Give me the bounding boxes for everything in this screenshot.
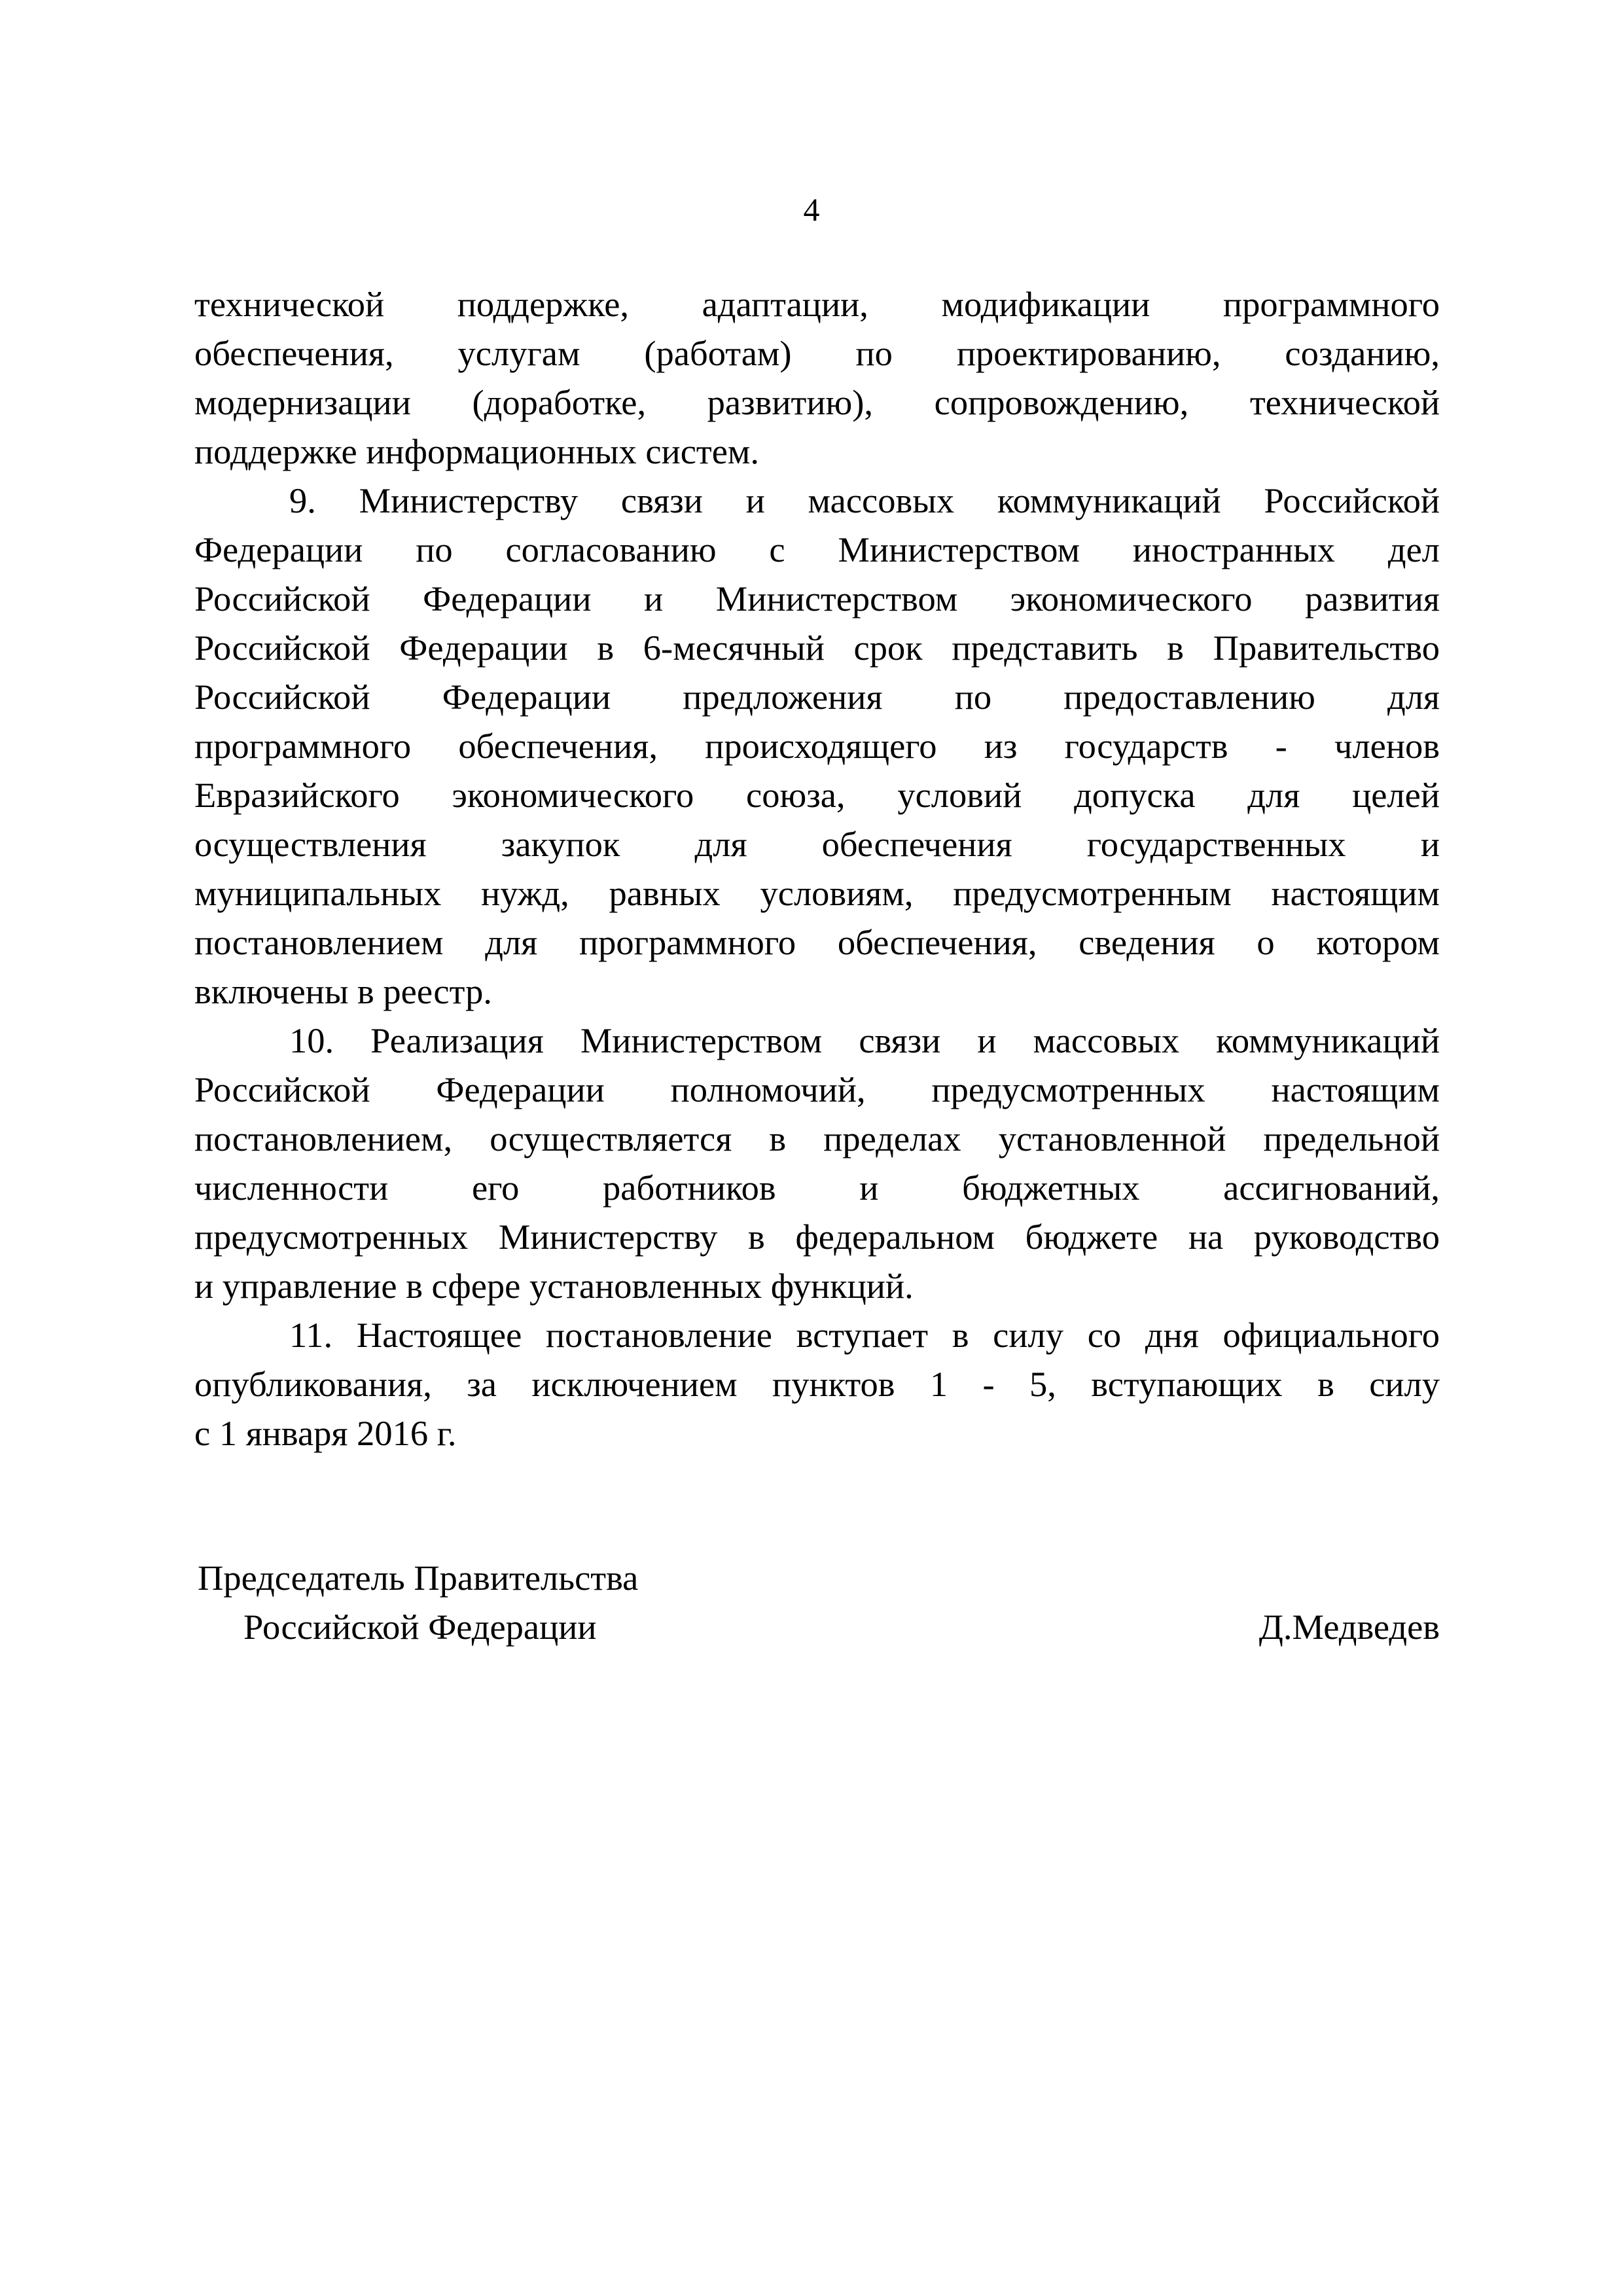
text-line: и управление в сфере установленных функций. [194, 1266, 914, 1306]
text-line: муниципальных нужд, равных условиям, предусмотренным настоящим [194, 873, 1440, 913]
text-line: технической поддержке, адаптации, модификации программного [194, 284, 1440, 324]
text-line: осуществления закупок для обеспечения государственных и [194, 824, 1440, 864]
text-line: постановлением, осуществляется в пределах установленной предельной [194, 1119, 1440, 1158]
text-line: Федерации по согласованию с Министерством иностранных дел [194, 529, 1440, 569]
text-line: Российской Федерации в 6-месячный срок представить в Правительство [194, 628, 1440, 668]
text-line: с 1 января 2016 г. [194, 1413, 457, 1453]
page-number: 4 [803, 191, 820, 228]
text-line: программного обеспечения, происходящего из государств - членов [194, 726, 1440, 766]
signatory-name: Д.Медведев [1258, 1607, 1440, 1647]
text-line: модернизации (доработке, развитию), сопровождению, технической [194, 382, 1440, 422]
text-line: Российской Федерации и Министерством экономического развития [194, 579, 1440, 619]
paragraph-item-10 [194, 1016, 1440, 1310]
document-body [194, 279, 1440, 1458]
text-line: 9. Министерству связи и массовых коммуникаций Российской [289, 480, 1440, 520]
text-line: Российской Федерации предложения по предоставлению для [194, 677, 1440, 717]
text-line: предусмотренных Министерству в федеральном бюджете на руководство [194, 1217, 1440, 1257]
text-line: поддержке информационных систем. [194, 431, 760, 471]
text-line: 11. Настоящее постановление вступает в силу со дня официального [289, 1315, 1440, 1355]
text-line: обеспечения, услугам (работам) по проектированию, созданию, [194, 333, 1440, 373]
text-line: Евразийского экономического союза, условий допуска для целей [194, 775, 1440, 815]
signatory-title-line2: Российской Федерации [243, 1607, 597, 1647]
paragraph-item-11 [194, 1310, 1440, 1458]
text-line: включены в реестр. [194, 971, 492, 1011]
paragraph-item-9 [194, 476, 1440, 1016]
signatory-title-line1: Председатель Правительства [198, 1558, 639, 1598]
paragraph-continuation [194, 279, 1440, 476]
text-line: постановлением для программного обеспечения, сведения о котором [194, 922, 1440, 962]
text-line: опубликования, за исключением пунктов 1 - 5, вступающих в силу [194, 1364, 1440, 1404]
text-line: численности его работников и бюджетных ассигнований, [194, 1168, 1440, 1208]
text-line: 10. Реализация Министерством связи и массовых коммуникаций [289, 1020, 1440, 1060]
text-line: Российской Федерации полномочий, предусмотренных настоящим [194, 1069, 1440, 1109]
signatory-title [198, 1553, 638, 1651]
